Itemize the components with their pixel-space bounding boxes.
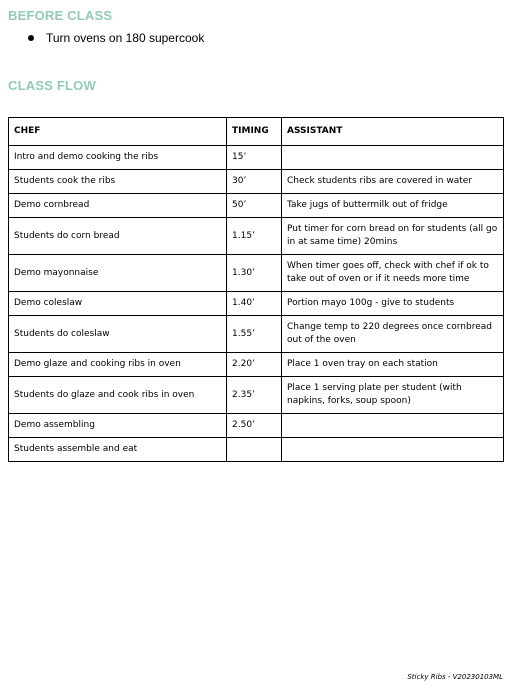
cell-assistant: Change temp to 220 degrees once cornbread out of the oven: [282, 316, 504, 353]
cell-chef: Students assemble and eat: [9, 438, 227, 462]
cell-chef: Demo assembling: [9, 414, 227, 438]
table-row: [9, 414, 504, 438]
cell-timing: 2.35’: [227, 377, 282, 414]
class-flow-body: [9, 146, 504, 462]
cell-timing: 2.20’: [227, 353, 282, 377]
table-row: [9, 255, 504, 292]
cell-timing: 1.15’: [227, 218, 282, 255]
class-flow-heading: CLASS FLOW: [8, 78, 96, 93]
column-header-chef: CHEF: [9, 118, 227, 146]
table-row: [9, 170, 504, 194]
cell-assistant: [282, 146, 504, 170]
cell-timing: 1.40’: [227, 292, 282, 316]
cell-assistant: Put timer for corn bread on for students (all go in at same time) 20mins: [282, 218, 504, 255]
class-flow-table: [8, 117, 504, 462]
table-row: [9, 292, 504, 316]
before-class-heading: BEFORE CLASS: [8, 8, 113, 23]
cell-chef: Demo cornbread: [9, 194, 227, 218]
table-header-row: [9, 118, 504, 146]
cell-chef: Intro and demo cooking the ribs: [9, 146, 227, 170]
table-row: [9, 146, 504, 170]
list-item-text: Turn ovens on 180 supercook: [46, 31, 205, 45]
document-footer: Sticky Ribs - V20230103ML: [407, 673, 503, 681]
cell-timing: 1.55’: [227, 316, 282, 353]
cell-assistant: Place 1 oven tray on each station: [282, 353, 504, 377]
cell-chef: Students do corn bread: [9, 218, 227, 255]
cell-assistant: [282, 414, 504, 438]
cell-assistant: [282, 438, 504, 462]
cell-timing: 1.30’: [227, 255, 282, 292]
cell-timing: 50’: [227, 194, 282, 218]
cell-assistant: Check students ribs are covered in water: [282, 170, 504, 194]
cell-assistant: When timer goes off, check with chef if ok to take out of oven or if it needs more time: [282, 255, 504, 292]
cell-timing: [227, 438, 282, 462]
cell-timing: 15’: [227, 146, 282, 170]
list-item: [28, 31, 204, 45]
cell-assistant: Take jugs of buttermilk out of fridge: [282, 194, 504, 218]
cell-chef: Demo mayonnaise: [9, 255, 227, 292]
cell-chef: Students do glaze and cook ribs in oven: [9, 377, 227, 414]
before-class-list: [28, 31, 204, 45]
cell-timing: 2.50’: [227, 414, 282, 438]
table-row: [9, 194, 504, 218]
column-header-assistant: ASSISTANT: [282, 118, 504, 146]
cell-assistant: Place 1 serving plate per student (with napkins, forks, soup spoon): [282, 377, 504, 414]
bullet-icon: [28, 35, 34, 41]
table-row: [9, 316, 504, 353]
table-row: [9, 353, 504, 377]
table-row: [9, 377, 504, 414]
cell-chef: Students do coleslaw: [9, 316, 227, 353]
table-row: [9, 218, 504, 255]
cell-chef: Demo coleslaw: [9, 292, 227, 316]
table-row: [9, 438, 504, 462]
cell-timing: 30’: [227, 170, 282, 194]
cell-chef: Demo glaze and cooking ribs in oven: [9, 353, 227, 377]
cell-assistant: Portion mayo 100g - give to students: [282, 292, 504, 316]
column-header-timing: TIMING: [227, 118, 282, 146]
cell-chef: Students cook the ribs: [9, 170, 227, 194]
